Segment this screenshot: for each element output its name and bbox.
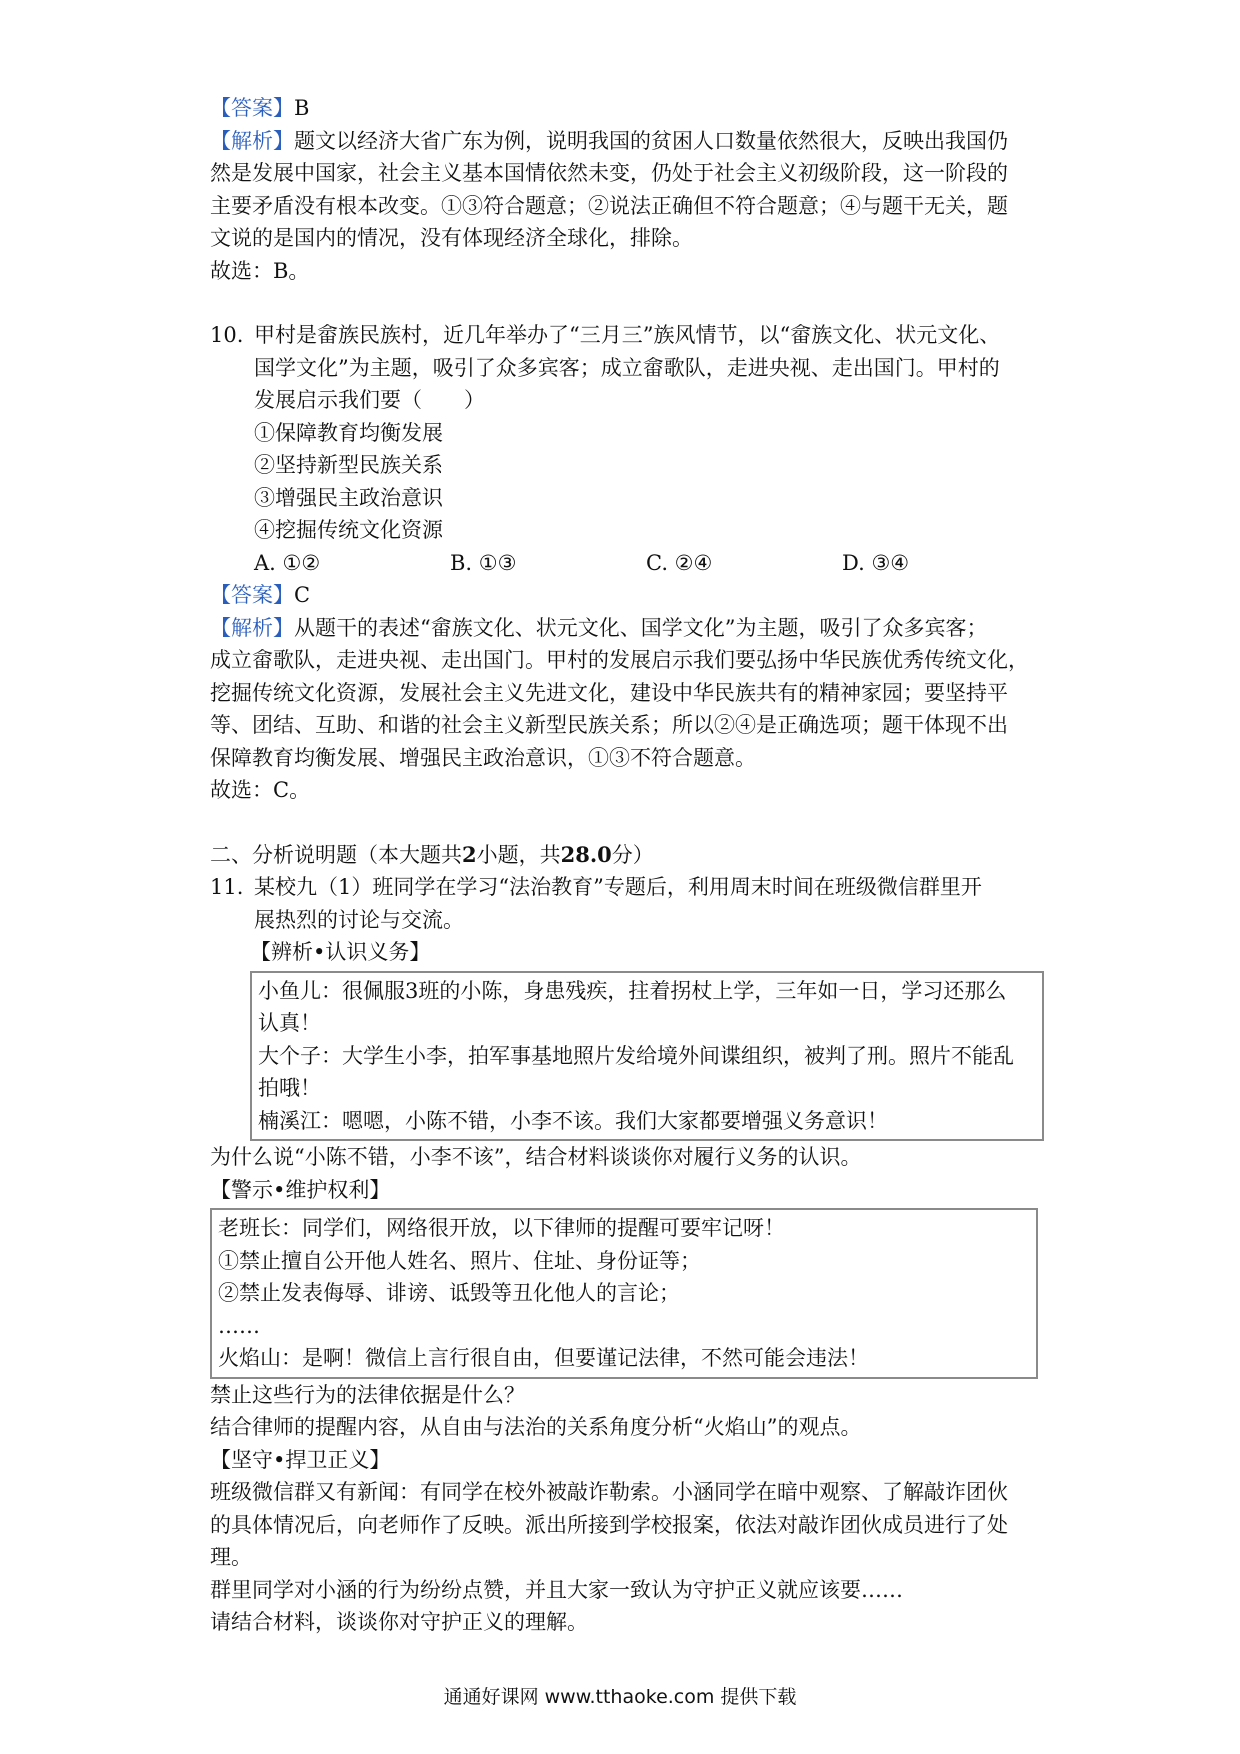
part2-title: 【警示•维护权利】 — [210, 1177, 391, 1202]
q10-item: ②坚持新型民族关系 — [254, 453, 443, 477]
q10-analysis-line — [210, 612, 1040, 645]
section-heading-text: 分） — [611, 842, 654, 867]
q9-analysis-text: 文说的是国内的情况，没有体现经济全球化，排除。 — [210, 226, 693, 250]
q10-analysis-text: 从题干的表述“畲族文化、状元文化、国学文化”为主题，吸引了众多宾客； — [294, 615, 988, 640]
part3-line: 的具体情况后，向老师作了反映。派出所接到学校报案，依法对敲诈团伙成员进行了处 — [210, 1512, 1008, 1537]
q10-item: ③增强民主政治意识 — [254, 485, 443, 510]
part3-line: 理。 — [210, 1545, 252, 1569]
q10-options — [210, 547, 1040, 580]
q10-item: ①保障教育均衡发展 — [254, 420, 443, 445]
part2-question: 结合律师的提醒内容，从自由与法治的关系角度分析“火焰山”的观点。 — [210, 1415, 862, 1439]
total-score: 28.0 — [560, 841, 612, 867]
answer-tag: 【答案】 — [210, 583, 294, 607]
part3-line: 请结合材料，谈谈你对守护正义的理解。 — [210, 1610, 588, 1634]
part1-question: 为什么说“小陈不错，小李不该”，结合材料谈谈你对履行义务的认识。 — [210, 1145, 862, 1169]
question-10 — [210, 319, 1040, 547]
q10-analysis-text: 挖掘传统文化资源，发展社会主义先进文化，建设中华民族共有的精神家园；要坚持平 — [210, 680, 1008, 705]
material-line: …… — [218, 1313, 260, 1338]
part3-line: 群里同学对小涵的行为纷纷点赞，并且大家一致认为守护正义就应该要…… — [210, 1577, 903, 1602]
q10-answer-line — [210, 579, 1040, 612]
analysis-tag: 【解析】 — [210, 128, 294, 153]
q11-stem-line: 展热烈的讨论与交流。 — [254, 907, 464, 932]
option-b: B. ①③ — [450, 550, 517, 575]
q9-conclusion: 故选：B。 — [210, 258, 310, 283]
material-box-2 — [210, 1208, 1038, 1379]
material-line: 火焰山：是啊！微信上言行很自由，但要谨记法律，不然可能会违法！ — [218, 1346, 869, 1370]
option-a: A. ①② — [254, 550, 321, 575]
material-line: 认真！ — [258, 1011, 321, 1035]
q10-stem-line: 甲村是畲族民族村，近几年举办了“三月三”族风情节，以“畲族文化、状元文化、 — [254, 323, 1001, 347]
material-line: 大个子：大学生小李，拍军事基地照片发给境外间谍组织，被判了刑。照片不能乱 — [258, 1043, 1014, 1068]
question-number: 11. — [210, 875, 244, 899]
material-box-1 — [250, 971, 1044, 1142]
page-footer: 通通好课网 www.tthaoke.com 提供下载 — [443, 1686, 797, 1708]
q10-conclusion: 故选：C。 — [210, 778, 311, 802]
question-count: 2 — [462, 841, 477, 867]
question-number: 10. — [210, 323, 244, 347]
question-11 — [210, 871, 1040, 936]
q10-analysis-text: 等、团结、互助、和谐的社会主义新型民族关系；所以②④是正确选项；题干体现不出 — [210, 713, 1008, 737]
answer-tag: 【答案】 — [210, 96, 294, 120]
material-line: 小鱼儿：很佩服3班的小陈，身患残疾，拄着拐杖上学，三年如一日，学习还那么 — [258, 978, 1007, 1003]
q10-stem-line: 国学文化”为主题，吸引了众多宾客；成立畲歌队，走进央视、走出国门。甲村的 — [254, 355, 1000, 380]
q10-analysis-text: 成立畲歌队，走进央视、走出国门。甲村的发展启示我们要弘扬中华民族优秀传统文化， — [210, 648, 1029, 672]
q9-analysis-line — [210, 125, 1040, 158]
part2-question: 禁止这些行为的法律依据是什么？ — [210, 1382, 525, 1407]
q9-answer-line — [210, 92, 1040, 125]
q10-item: ④挖掘传统文化资源 — [254, 518, 443, 542]
q9-analysis-text: 然是发展中国家，社会主义基本国情依然未变，仍处于社会主义初级阶段，这一阶段的 — [210, 161, 1008, 185]
section-heading-text: 小题，共 — [476, 842, 561, 867]
option-c: C. ②④ — [646, 550, 713, 575]
option-d: D. ③④ — [842, 550, 910, 575]
q10-answer: C — [294, 583, 311, 607]
q9-analysis-text: 题文以经济大省广东为例，说明我国的贫困人口数量依然很大，反映出我国仍 — [294, 128, 1008, 153]
material-line: 楠溪江：嗯嗯，小陈不错，小李不该。我们大家都要增强义务意识！ — [258, 1108, 888, 1133]
section-heading-text: 二、分析说明题（本大题共 — [210, 842, 462, 867]
part3-line: 班级微信群又有新闻：有同学在校外被敲诈勒索。小涵同学在暗中观察、了解敲诈团伙 — [210, 1480, 1008, 1504]
section-heading — [210, 839, 1040, 872]
material-line: 拍哦！ — [258, 1076, 321, 1100]
material-line: 老班长：同学们，网络很开放，以下律师的提醒可要牢记呀！ — [218, 1216, 785, 1240]
material-line: ②禁止发表侮辱、诽谤、诋毁等丑化他人的言论； — [218, 1281, 680, 1305]
part3-title: 【坚守•捍卫正义】 — [210, 1447, 391, 1472]
part1-title: 【辨析•认识义务】 — [250, 940, 431, 964]
document-page — [210, 92, 1040, 1639]
q9-analysis-text: 主要矛盾没有根本改变。①③符合题意；②说法正确但不符合题意；④与题干无关，题 — [210, 193, 1008, 218]
analysis-tag: 【解析】 — [210, 615, 294, 640]
q10-stem-line: 发展启示我们要（ ） — [254, 388, 485, 412]
q9-answer: B — [294, 96, 310, 120]
q10-analysis-text: 保障教育均衡发展、增强民主政治意识，①③不符合题意。 — [210, 745, 756, 770]
q11-stem-line: 某校九（1）班同学在学习“法治教育”专题后，利用周末时间在班级微信群里开 — [254, 875, 982, 899]
material-line: ①禁止擅自公开他人姓名、照片、住址、身份证等； — [218, 1248, 701, 1273]
